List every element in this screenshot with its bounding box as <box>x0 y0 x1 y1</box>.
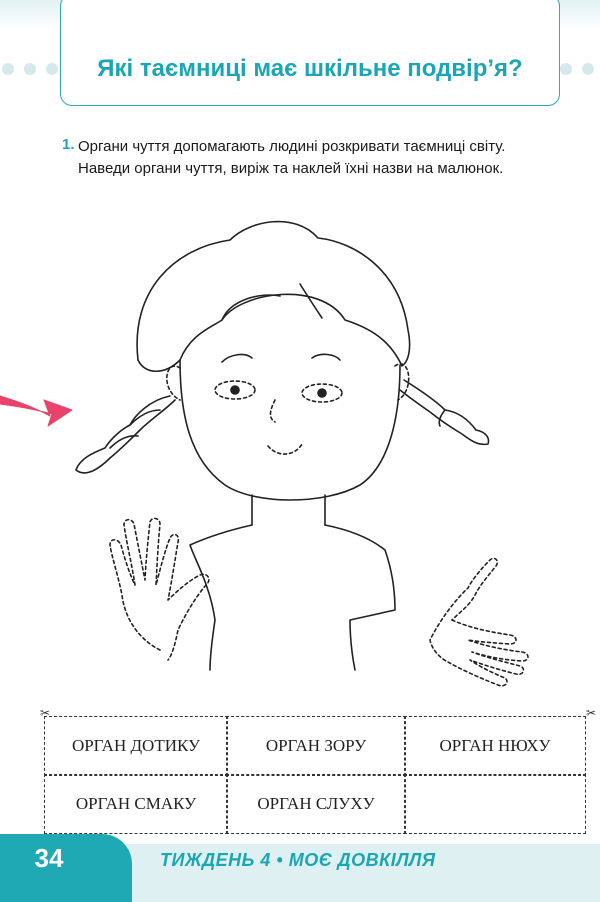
left-pupil <box>231 386 239 394</box>
decor-dot <box>582 63 594 75</box>
left-hand <box>110 518 209 660</box>
label-smell[interactable] <box>404 716 586 776</box>
decor-dots-left <box>2 63 58 75</box>
girl-illustration <box>0 200 600 700</box>
hair-strand <box>222 295 280 320</box>
label-text: ОРГАН НЮХУ <box>439 736 551 755</box>
hair-strand <box>300 284 322 318</box>
right-pupil <box>318 389 326 397</box>
scissors-icon: ✂ <box>40 706 51 720</box>
left-eyebrow <box>222 355 252 362</box>
title-frame <box>60 0 560 106</box>
task-block <box>62 136 532 180</box>
label-text: ОРГАН СМАКУ <box>75 794 197 813</box>
hair <box>137 222 410 372</box>
page-footer <box>0 826 600 902</box>
pointer-arrow-icon <box>0 396 72 426</box>
label-text: ОРГАН ЗОРУ <box>265 736 367 755</box>
label-hearing[interactable] <box>226 774 406 834</box>
face <box>180 360 400 500</box>
label-text: ОРГАН СЛУХУ <box>257 794 375 813</box>
nose <box>270 400 275 422</box>
mouth <box>268 444 302 454</box>
right-hand <box>430 558 528 685</box>
task-text: Органи чуття допомагають людині розкривати таємниці світу. Наведи органи чуття, виріж та наклей їхні назви на малюнок. <box>78 138 506 177</box>
decor-dot <box>46 63 58 75</box>
left-braid <box>76 396 175 473</box>
scissors-icon: ✂ <box>586 706 597 720</box>
task-number: 1. <box>62 136 75 153</box>
week-title: ТИЖДЕНЬ 4 • МОЄ ДОВКІЛЛЯ <box>160 850 436 870</box>
decor-dot <box>2 63 14 75</box>
label-sight[interactable] <box>226 716 406 776</box>
label-taste[interactable] <box>44 774 228 834</box>
label-touch[interactable] <box>44 716 228 776</box>
page-number: 34 <box>34 843 64 873</box>
decor-dot <box>560 63 572 75</box>
right-eyebrow <box>312 354 340 360</box>
label-text: ОРГАН ДОТИКУ <box>71 736 201 755</box>
decor-dot <box>24 63 36 75</box>
cutout-labels <box>0 706 600 834</box>
left-ear <box>167 366 180 400</box>
decor-dots-right <box>560 63 600 75</box>
label-empty[interactable] <box>404 774 586 834</box>
page-title: Які таємниці має шкільне подвір’я? <box>97 55 523 82</box>
shirt <box>190 525 252 670</box>
